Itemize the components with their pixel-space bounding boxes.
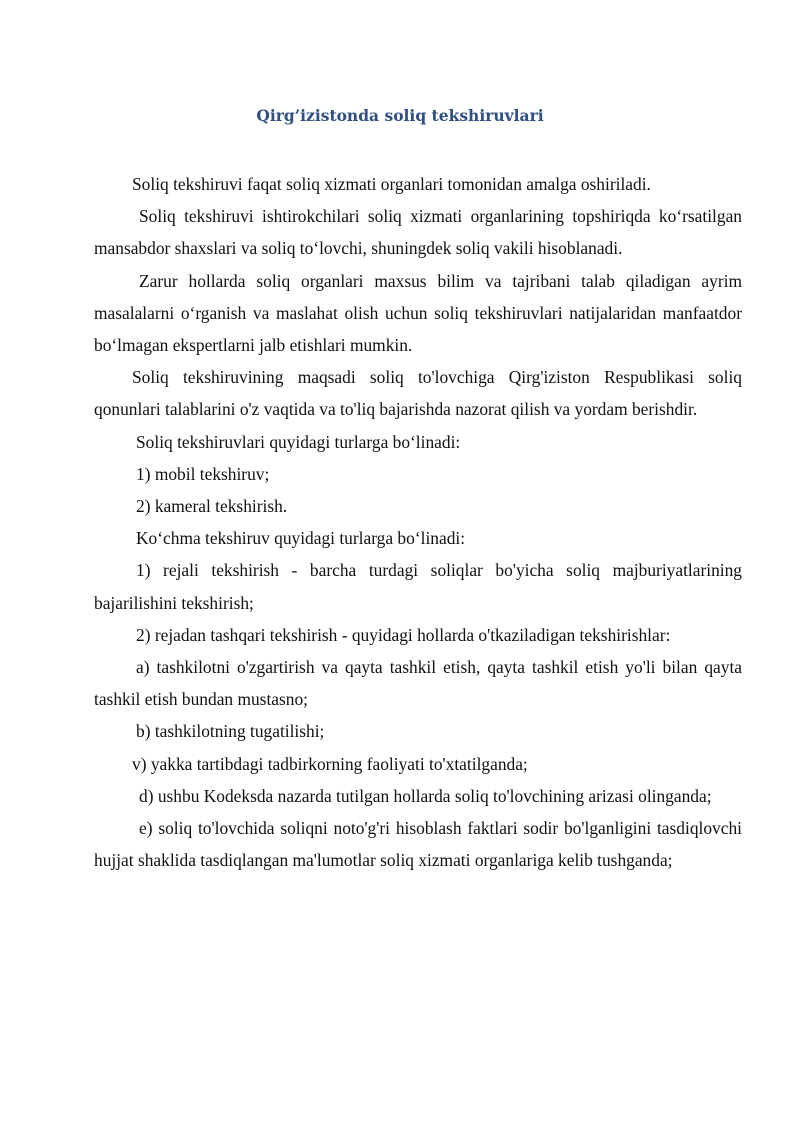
paragraph: Soliq tekshiruvi ishtirokchilari soliq xizmati organlarining topshiriqda ko‘rsatilgan mansabdor shaxslari va soliq to‘lovchi, shuningdek soliq vakili hisoblanadi.: [94, 206, 742, 259]
paragraph: Ko‘chma tekshiruv quyidagi turlarga bo‘linadi:: [136, 528, 466, 549]
paragraph: Soliq tekshiruvi faqat soliq xizmati organlari tomonidan amalga oshiriladi.: [132, 174, 651, 194]
document-body: [94, 168, 742, 876]
list-item: e) soliq to'lovchida soliqni noto'g'ri hisoblash faktlari sodir bo'lganligini tasdiqlovchi hujjat shaklida tasdiqlangan ma'lumotlar soliq xizmati organlariga kelib tushganda;: [94, 818, 742, 871]
list-item: d) ushbu Kodeksda nazarda tutilgan hollarda soliq to'lovchining arizasi olinganda;: [139, 785, 712, 806]
list-item: 2) kameral tekshirish.: [136, 496, 288, 517]
list-item: 1) mobil tekshiruv;: [136, 463, 270, 484]
paragraph: Zarur hollarda soliq organlari maxsus bilim va tajribani talab qiladigan ayrim masalalarni o‘rganish va maslahat olish uchun soliq tekshiruvlari natijalaridan manfaatdor bo‘lmagan ekspertlarni jalb etishlari mumkin.: [94, 270, 742, 356]
list-item: b) tashkilotning tugatilishi;: [136, 721, 325, 742]
list-item: 1) rejali tekshirish - barcha turdagi soliqlar bo'yicha soliq majburiyatlarining bajarilishini tekshirish;: [94, 560, 742, 613]
paragraph: Soliq tekshiruvlari quyidagi turlarga bo‘linadi:: [136, 431, 461, 452]
document-title: Qirg’izistonda soliq tekshiruvlari: [256, 106, 544, 125]
list-item: a) tashkilotni o'zgartirish va qayta tashkil etish, qayta tashkil etish yo'li bilan qayta tashkil etish bundan mustasno;: [94, 657, 742, 710]
list-item: v) yakka tartibdagi tadbirkorning faoliyati to'xtatilganda;: [132, 753, 528, 774]
paragraph: Soliq tekshiruvining maqsadi soliq to'lovchiga Qirg'iziston Respublikasi soliq qonunlari talablarini o'z vaqtida va to'liq bajarishda nazorat qilish va yordam berishdir.: [94, 367, 742, 420]
list-item: 2) rejadan tashqari tekshirish - quyidagi hollarda o'tkaziladigan tekshirishlar:: [136, 624, 671, 645]
